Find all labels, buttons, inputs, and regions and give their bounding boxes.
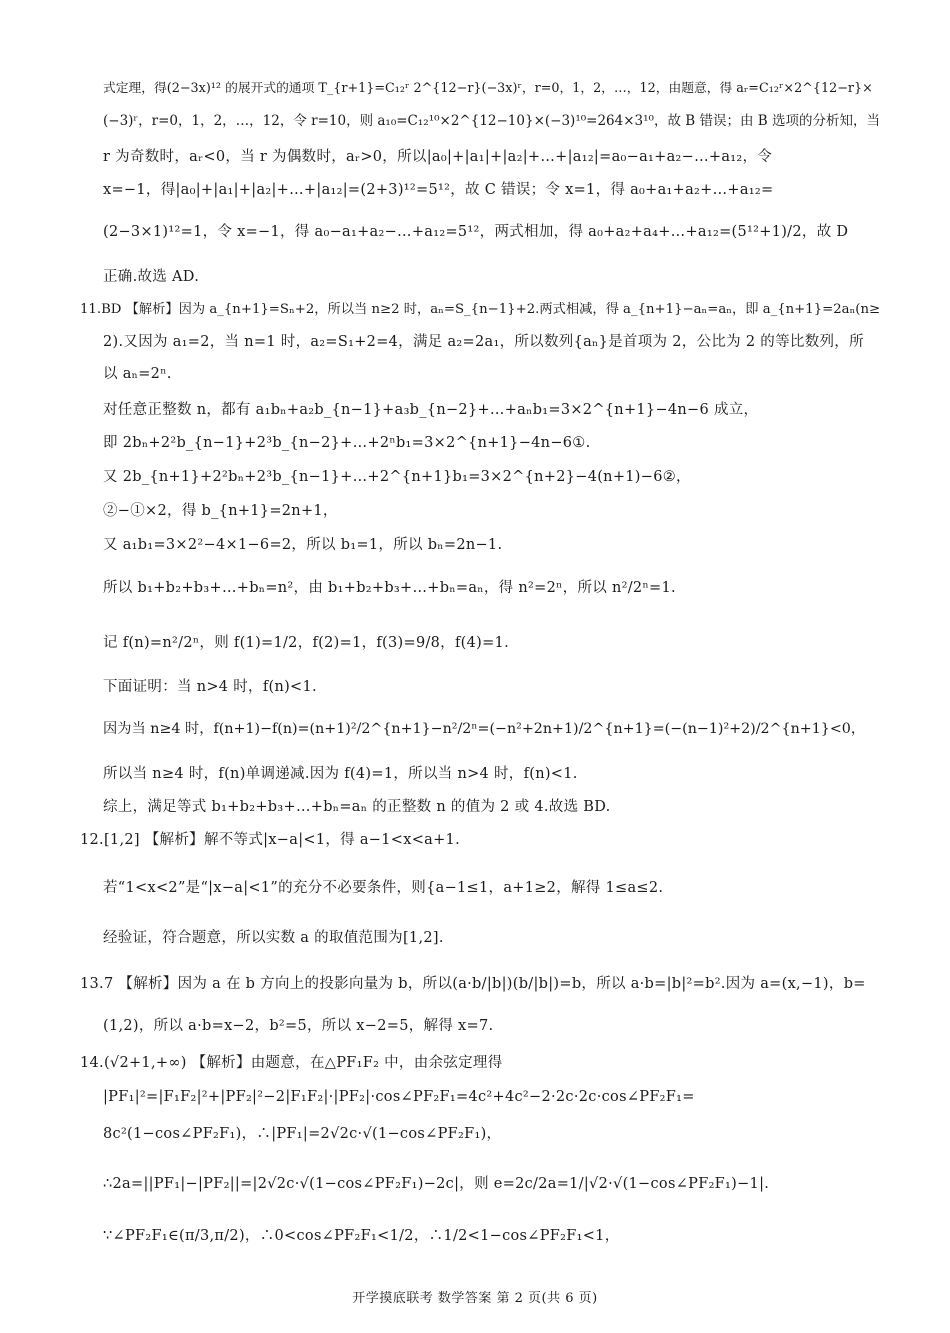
text-line: 以 aₙ=2ⁿ. xyxy=(103,366,172,382)
text-line: ∵∠PF₂F₁∈(π/3,π/2)，∴0<cos∠PF₂F₁<1/2，∴1/2<1−cos∠PF₂F₁<1， xyxy=(103,1228,620,1244)
text-line: 对任意正整数 n，都有 a₁bₙ+a₂b_{n−1}+a₃b_{n−2}+…+aₙb₁=3×2^{n+1}−4n−6 成立， xyxy=(103,402,759,418)
text-line: 又 2b_{n+1}+2²bₙ+2³b_{n−1}+…+2^{n+1}b₁=3×2^{n+2}−4(n+1)−6②， xyxy=(103,469,691,485)
text-line: 8c²(1−cos∠PF₂F₁)，∴|PF₁|=2√2c·√(1−cos∠PF₂F₁)， xyxy=(103,1126,502,1142)
text-line: (2−3×1)¹²=1，令 x=−1，得 a₀−a₁+a₂−…+a₁₂=5¹²，两式相加，得 a₀+a₂+a₄+…+a₁₂=(5¹²+1)/2，故 D xyxy=(103,224,849,240)
text-line: 若“1<x<2”是“|x−a|<1”的充分不必要条件，则{a−1≤1，a+1≥2，解得 1≤a≤2. xyxy=(103,880,664,896)
text-line: ∴2a=||PF₁|−|PF₂||=|2√2c·√(1−cos∠PF₂F₁)−2c|，则 e=2c/2a=1/|√2·√(1−cos∠PF₂F₁)−1|. xyxy=(103,1176,770,1192)
text-line: |PF₁|²=|F₁F₂|²+|PF₂|²−2|F₁F₂|·|PF₂|·cos∠PF₂F₁=4c²+4c²−2·2c·2c·cos∠PF₂F₁= xyxy=(103,1089,695,1105)
text-line: ②−①×2，得 b_{n+1}=2n+1， xyxy=(103,503,338,519)
text-line: r 为奇数时，aᵣ<0，当 r 为偶数时，aᵣ>0，所以|a₀|+|a₁|+|a₂|+…+|a₁₂|=a₀−a₁+a₂−…+a₁₂，令 xyxy=(103,149,773,165)
text-line: 正确.故选 AD. xyxy=(103,269,200,285)
text-line: (1,2)，所以 a·b=x−2，b²=5，所以 x−2=5，解得 x=7. xyxy=(103,1018,494,1034)
text-line: 下面证明：当 n>4 时，f(n)<1. xyxy=(103,679,317,695)
question-13-line: 13.7 【解析】因为 a 在 b 方向上的投影向量为 b，所以(a·b/|b|)(b/|b|)=b，所以 a·b=|b|²=b².因为 a=(x,−1)，b= xyxy=(80,976,866,992)
question-11-line: 11.BD 【解析】因为 a_{n+1}=Sₙ+2，所以当 n≥2 时，aₙ=S_{n−1}+2.两式相减，得 a_{n+1}−aₙ=aₙ，即 a_{n+1}=2aₙ(n≥ xyxy=(80,302,881,317)
text-line: 2).又因为 a₁=2，当 n=1 时，a₂=S₁+2=4，满足 a₂=2a₁，所以数列{aₙ}是首项为 2，公比为 2 的等比数列，所 xyxy=(103,334,864,350)
text-line: 所以 b₁+b₂+b₃+…+bₙ=n²，由 b₁+b₂+b₃+…+bₙ=aₙ，得 n²=2ⁿ，所以 n²/2ⁿ=1. xyxy=(103,580,676,596)
text-line: 又 a₁b₁=3×2²−4×1−6=2，所以 b₁=1，所以 bₙ=2n−1. xyxy=(103,537,503,553)
text-line: 记 f(n)=n²/2ⁿ，则 f(1)=1/2，f(2)=1，f(3)=9/8，f(4)=1. xyxy=(103,635,509,651)
text-line: 式定理，得(2−3x)¹² 的展开式的通项 T_{r+1}=C₁₂ʳ 2^{12−r}(−3x)ʳ，r=0，1，2，…，12，由题意，得 aᵣ=C₁₂ʳ×2^{12−r}× xyxy=(103,81,873,96)
text-line: (−3)ʳ，r=0，1，2，…，12，令 r=10，则 a₁₀=C₁₂¹⁰×2^{12−10}×(−3)¹⁰=264×3¹⁰，故 B 错误；由 B 选项的分析知，当 xyxy=(103,113,880,129)
text-line: 因为当 n≥4 时，f(n+1)−f(n)=(n+1)²/2^{n+1}−n²/2ⁿ=(−n²+2n+1)/2^{n+1}=(−(n−1)²+2)/2^{n+1}<0， xyxy=(103,721,866,737)
question-12-line: 12.[1,2] 【解析】解不等式|x−a|<1，得 a−1<x<a+1. xyxy=(80,832,460,848)
text-line: 经验证，符合题意，所以实数 a 的取值范围为[1,2]. xyxy=(103,930,444,946)
page-footer: 开学摸底联考 数学答案 第 2 页(共 6 页) xyxy=(352,1291,598,1306)
text-line: 所以当 n≥4 时，f(n)单调递减.因为 f(4)=1，所以当 n>4 时，f(n)<1. xyxy=(103,766,578,782)
text-line: x=−1，得|a₀|+|a₁|+|a₂|+…+|a₁₂|=(2+3)¹²=5¹²，故 C 错误；令 x=1，得 a₀+a₁+a₂+…+a₁₂= xyxy=(103,182,774,198)
text-line: 即 2bₙ+2²b_{n−1}+2³b_{n−2}+…+2ⁿb₁=3×2^{n+1}−4n−6①. xyxy=(103,435,591,451)
text-line: 综上，满足等式 b₁+b₂+b₃+…+bₙ=aₙ 的正整数 n 的值为 2 或 4.故选 BD. xyxy=(103,799,611,815)
question-14-line: 14.(√2+1,+∞) 【解析】由题意，在△PF₁F₂ 中，由余弦定理得 xyxy=(80,1055,503,1071)
